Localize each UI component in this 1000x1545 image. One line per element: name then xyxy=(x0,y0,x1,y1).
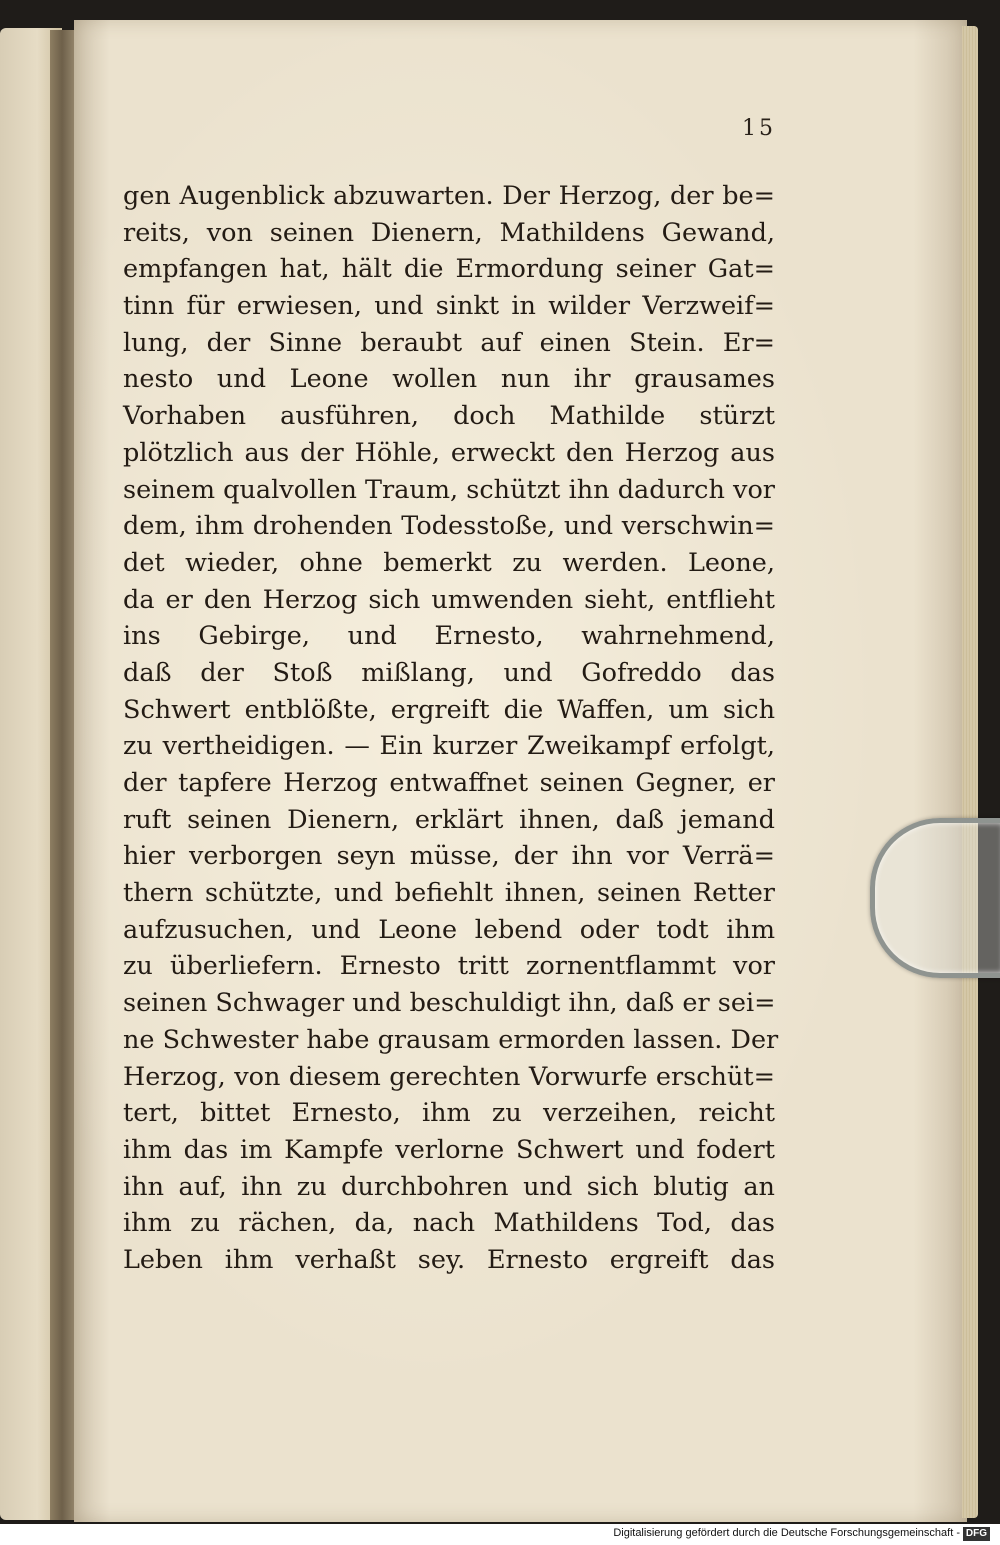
page-clip-holder xyxy=(870,818,1000,978)
text-line: thern schützte, und befiehlt ihnen, seinen Retter xyxy=(123,878,775,909)
text-line: da er den Herzog sich umwenden sieht, entflieht xyxy=(123,584,775,615)
dfg-logo: DFG xyxy=(963,1527,990,1541)
page-number: 15 xyxy=(742,116,776,141)
text-line: zu überliefern. Ernesto tritt zornentflammt vor xyxy=(123,951,775,982)
text-line: ins Gebirge, und Ernesto, wahrnehmend, xyxy=(123,621,775,652)
text-line: hier verborgen seyn müsse, der ihn vor Verrä= xyxy=(123,841,775,872)
text-line: zu vertheidigen. — Ein kurzer Zweikampf erfolgt, xyxy=(123,731,775,762)
body-text xyxy=(123,178,779,1279)
text-line: reits, von seinen Dienern, Mathildens Gewand, xyxy=(123,217,775,248)
text-line: aufzusuchen, und Leone lebend oder todt ihm xyxy=(123,914,775,945)
text-line: det wieder, ohne bemerkt zu werden. Leone, xyxy=(123,547,775,578)
text-line: Leben ihm verhaßt sey. Ernesto ergreift das xyxy=(123,1244,775,1275)
text-line: ihm zu rächen, da, nach Mathildens Tod, das xyxy=(123,1208,775,1239)
digitization-credit: Digitalisierung gefördert durch die Deutsche Forschungsgemeinschaft - xyxy=(613,1527,960,1539)
text-line: gen Augenblick abzuwarten. Der Herzog, der be= xyxy=(123,181,775,211)
text-line: ruft seinen Dienern, erklärt ihnen, daß jemand xyxy=(123,804,775,835)
text-line: dem, ihm drohenden Todesstoße, und verschwin= xyxy=(123,511,775,542)
text-line: ihn auf, ihn zu durchbohren und sich blutig an xyxy=(123,1171,775,1202)
text-line: empfangen hat, hält die Ermordung seiner Gat= xyxy=(123,254,775,285)
text-line: ne Schwester habe grausam ermorden lassen. Der xyxy=(123,1024,779,1055)
text-line: Schwert entblößte, ergreift die Waffen, um sich xyxy=(123,694,775,725)
page-stack-edges xyxy=(962,26,978,1518)
text-line: nesto und Leone wollen nun ihr grausames xyxy=(123,364,775,395)
text-line: plötzlich aus der Höhle, erweckt den Herzog aus xyxy=(123,437,775,468)
text-line: tinn für erwiesen, und sinkt in wilder Verzweif= xyxy=(123,291,775,322)
text-line: der tapfere Herzog entwaffnet seinen Gegner, er xyxy=(123,768,775,798)
text-line: seinem qualvollen Traum, schützt ihn dadurch vor xyxy=(123,474,775,505)
text-line: lung, der Sinne beraubt auf einen Stein. Er= xyxy=(123,327,775,358)
text-line: seinen Schwager und beschuldigt ihn, daß er sei= xyxy=(123,988,776,1019)
text-line: Herzog, von diesem gerechten Vorwurfe erschüt= xyxy=(123,1061,775,1092)
text-line: daß der Stoß mißlang, und Gofreddo das xyxy=(123,657,775,688)
text-line: ihm das im Kampfe verlorne Schwert und fodert xyxy=(123,1134,775,1165)
text-line: Vorhaben ausführen, doch Mathilde stürzt xyxy=(123,401,775,432)
text-line: tert, bittet Ernesto, ihm zu verzeihen, reicht xyxy=(123,1098,775,1129)
